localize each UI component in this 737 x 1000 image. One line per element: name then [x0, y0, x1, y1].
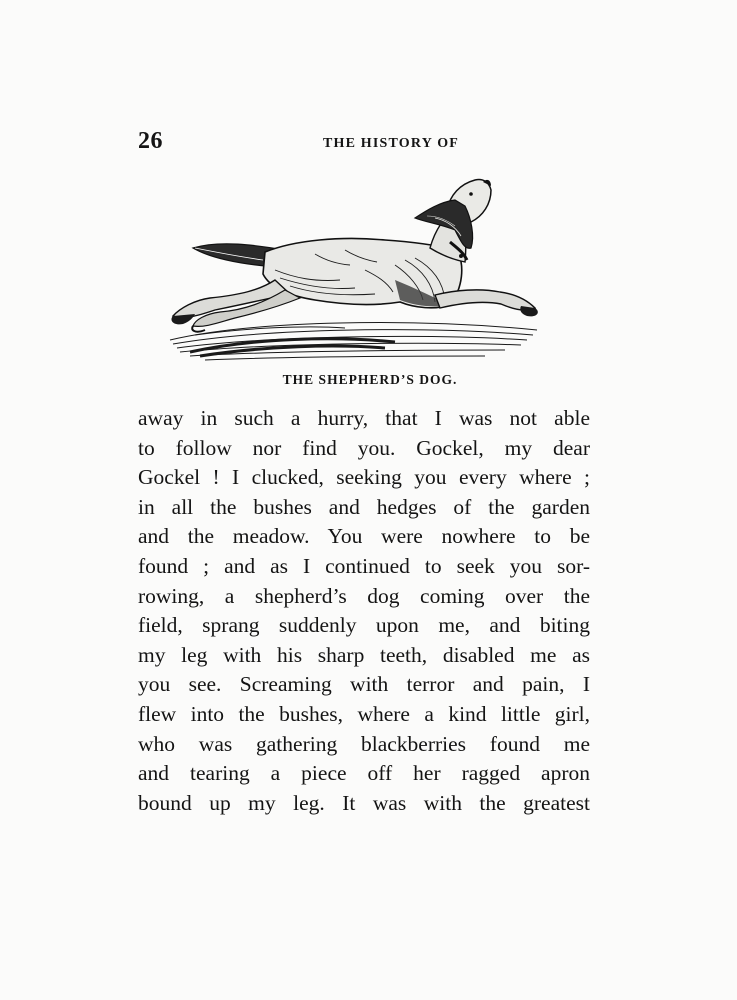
- dog-eye: [469, 192, 473, 196]
- text-line: who was gathering blackberries found me: [138, 731, 590, 756]
- body-text: [138, 404, 590, 818]
- running-dog-illustration: [165, 170, 545, 365]
- text-line: bound up my leg. It was with the greatest: [138, 790, 590, 815]
- text-line: found ; and as I continued to seek you sor-: [138, 553, 590, 578]
- text-line: in all the bushes and hedges of the garden: [138, 494, 590, 519]
- ground-shadow: [170, 323, 537, 360]
- text-line: Gockel ! I clucked, seeking you every where ;: [138, 465, 590, 490]
- text-line: to follow nor find you. Gockel, my dear: [138, 435, 590, 460]
- dog-front-leg: [435, 290, 535, 310]
- running-head: THE HISTORY OF: [322, 136, 460, 151]
- text-line: you see. Screaming with terror and pain, I: [138, 672, 590, 697]
- text-line: and the meadow. You were nowhere to be: [138, 524, 590, 549]
- text-line: and tearing a piece off her ragged apron: [138, 761, 590, 786]
- text-line: rowing, a shepherd’s dog coming over the: [138, 583, 590, 608]
- text-line: flew into the bushes, where a kind little girl,: [138, 701, 590, 726]
- text-line: field, sprang suddenly upon me, and biting: [138, 613, 590, 638]
- text-line: away in such a hurry, that I was not able: [138, 406, 590, 430]
- text-line: my leg with his sharp teeth, disabled me as: [138, 642, 590, 667]
- illustration-caption: THE SHEPHERD’S DOG.: [282, 372, 458, 387]
- page-number: 26: [138, 128, 163, 154]
